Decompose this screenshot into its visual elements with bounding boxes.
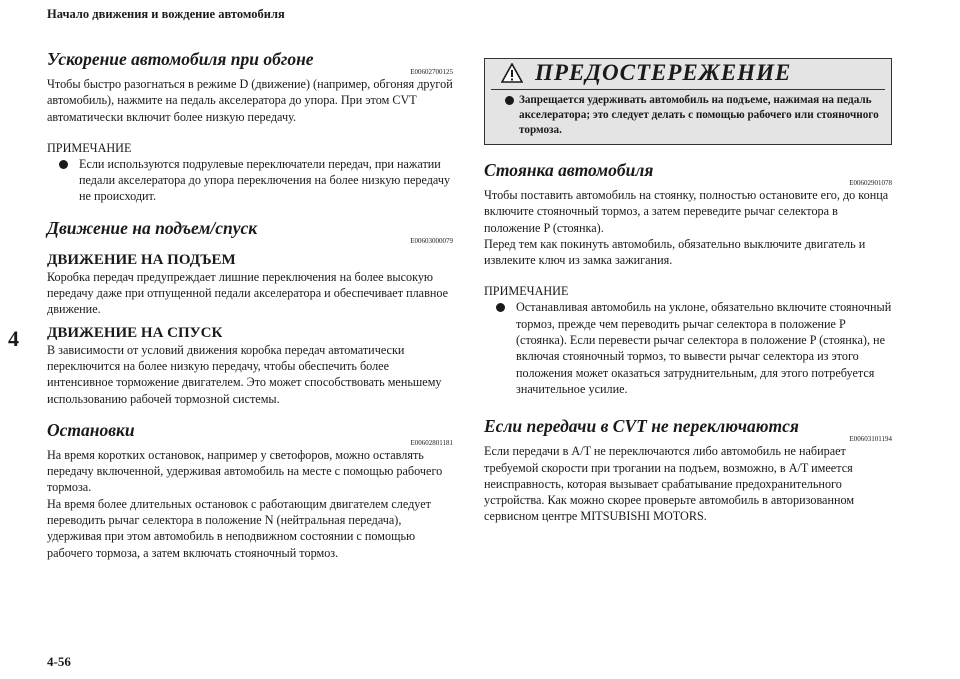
paragraph: Чтобы быстро разогнаться в режиме D (движение) (например, обгоняя другой автомобиль), нажмите на педаль акселератора до упора. При этом CVT автоматически включит более низкую передачу. [47, 77, 453, 124]
section-code: E00602801181 [410, 438, 453, 447]
bullet-icon [505, 96, 514, 105]
note-label: ПРИМЕЧАНИЕ [47, 140, 132, 155]
note-text: Останавливая автомобиль на уклоне, обязательно включите стояночный тормоз, прежде чем переводить рычаг селектора в положение P (стоянка). Если перевести рычаг селектора в положение P (стоянка), не включая стояночный тормоз, то вывести рычаг селектора из этого положения может оказаться затруднительным, для этого потребуется значительное усилие. [516, 300, 892, 396]
paragraph: На время коротких остановок, например у светофоров, можно оставлять передачу включенной, удерживая автомобиль на месте с помощью рабочего тормоза. [47, 447, 443, 495]
paragraph: Коробка передач предупреждает лишние переключения на более высокую передачу даже при отпущенной педали акселератора и обеспечивает плавное движение. [47, 269, 449, 317]
section-code: E00603000079 [410, 236, 453, 245]
note-item [484, 299, 892, 397]
section-title-stops: Остановки [47, 419, 135, 440]
note-label: ПРИМЕЧАНИЕ [484, 284, 569, 299]
section-title-slopes: Движение на подъем/спуск [47, 217, 258, 238]
warning-title: ПРЕДОСТЕРЕЖЕНИЕ [535, 60, 792, 85]
section-title-parking: Стоянка автомобиля [484, 160, 654, 180]
section-title-no-shift: Если передачи в CVT не переключаются [484, 416, 799, 437]
divider [491, 89, 885, 90]
section-code: E00602901078 [849, 179, 892, 187]
page-number: 4-56 [47, 654, 71, 669]
chapter-header: Начало движения и вождение автомобиля [47, 7, 285, 21]
left-column [47, 48, 453, 561]
warning-text: Запрещается удерживать автомобиль на подъеме, нажимая на педаль акселератора; это следует делать с помощью рабочего или стояночного тормоза. [519, 94, 879, 136]
paragraph: Перед тем как покинуть автомобиль, обязательно выключите двигатель и извлеките ключ из замка зажигания. [484, 236, 866, 268]
paragraph: Чтобы поставить автомобиль на стоянку, полностью остановите его, до конца включите стояночный тормоз, а затем переведите рычаг селектора в положение P (стоянка). [484, 188, 889, 235]
warning-header [485, 59, 891, 87]
note-text: Если используются подрулевые переключатели передач, при нажатии педали акселератора до упора переключения на более низкую передачу не происходит. [79, 156, 451, 204]
warning-box [484, 58, 892, 145]
chapter-tab-number: 4 [8, 326, 19, 351]
warning-triangle-icon [501, 63, 523, 83]
subheading-uphill: ДВИЖЕНИЕ НА ПОДЪЕМ [47, 251, 236, 268]
right-column [484, 58, 892, 525]
paragraph: Если передачи в A/T не переключаются либо автомобиль не набирает требуемой скорости при трогании на подъем, возможно, в A/T имеется неисправность, которая вызывает срабатывание предохранительного устройства. Как можно скорее проверьте автомобиль в авторизованном сервисном центре MITSUBISHI MOTORS. [484, 444, 855, 524]
paragraph: На время более длительных остановок с работающим двигателем следует переводить рычаг селектора в положение N (нейтральная передача), удерживая при этом автомобиль в неподвижном состоянии с помощью рабочего тормоза, а затем включать стояночный тормоз. [47, 496, 431, 560]
section-code: E00603101194 [849, 435, 892, 444]
subheading-downhill: ДВИЖЕНИЕ НА СПУСК [47, 324, 223, 341]
section-code: E00602700125 [410, 68, 453, 76]
paragraph: В зависимости от условий движения коробка передач автоматически переключится на более низкую передачу, чтобы обеспечить более интенсивное торможение двигателем. Это может способствовать меньшему использованию рабочей тормозной системы. [47, 342, 442, 406]
warning-item [485, 93, 891, 138]
section-title-overtaking: Ускорение автомобиля при обгоне [47, 49, 314, 69]
bullet-icon [59, 160, 68, 169]
note-item [47, 156, 453, 205]
